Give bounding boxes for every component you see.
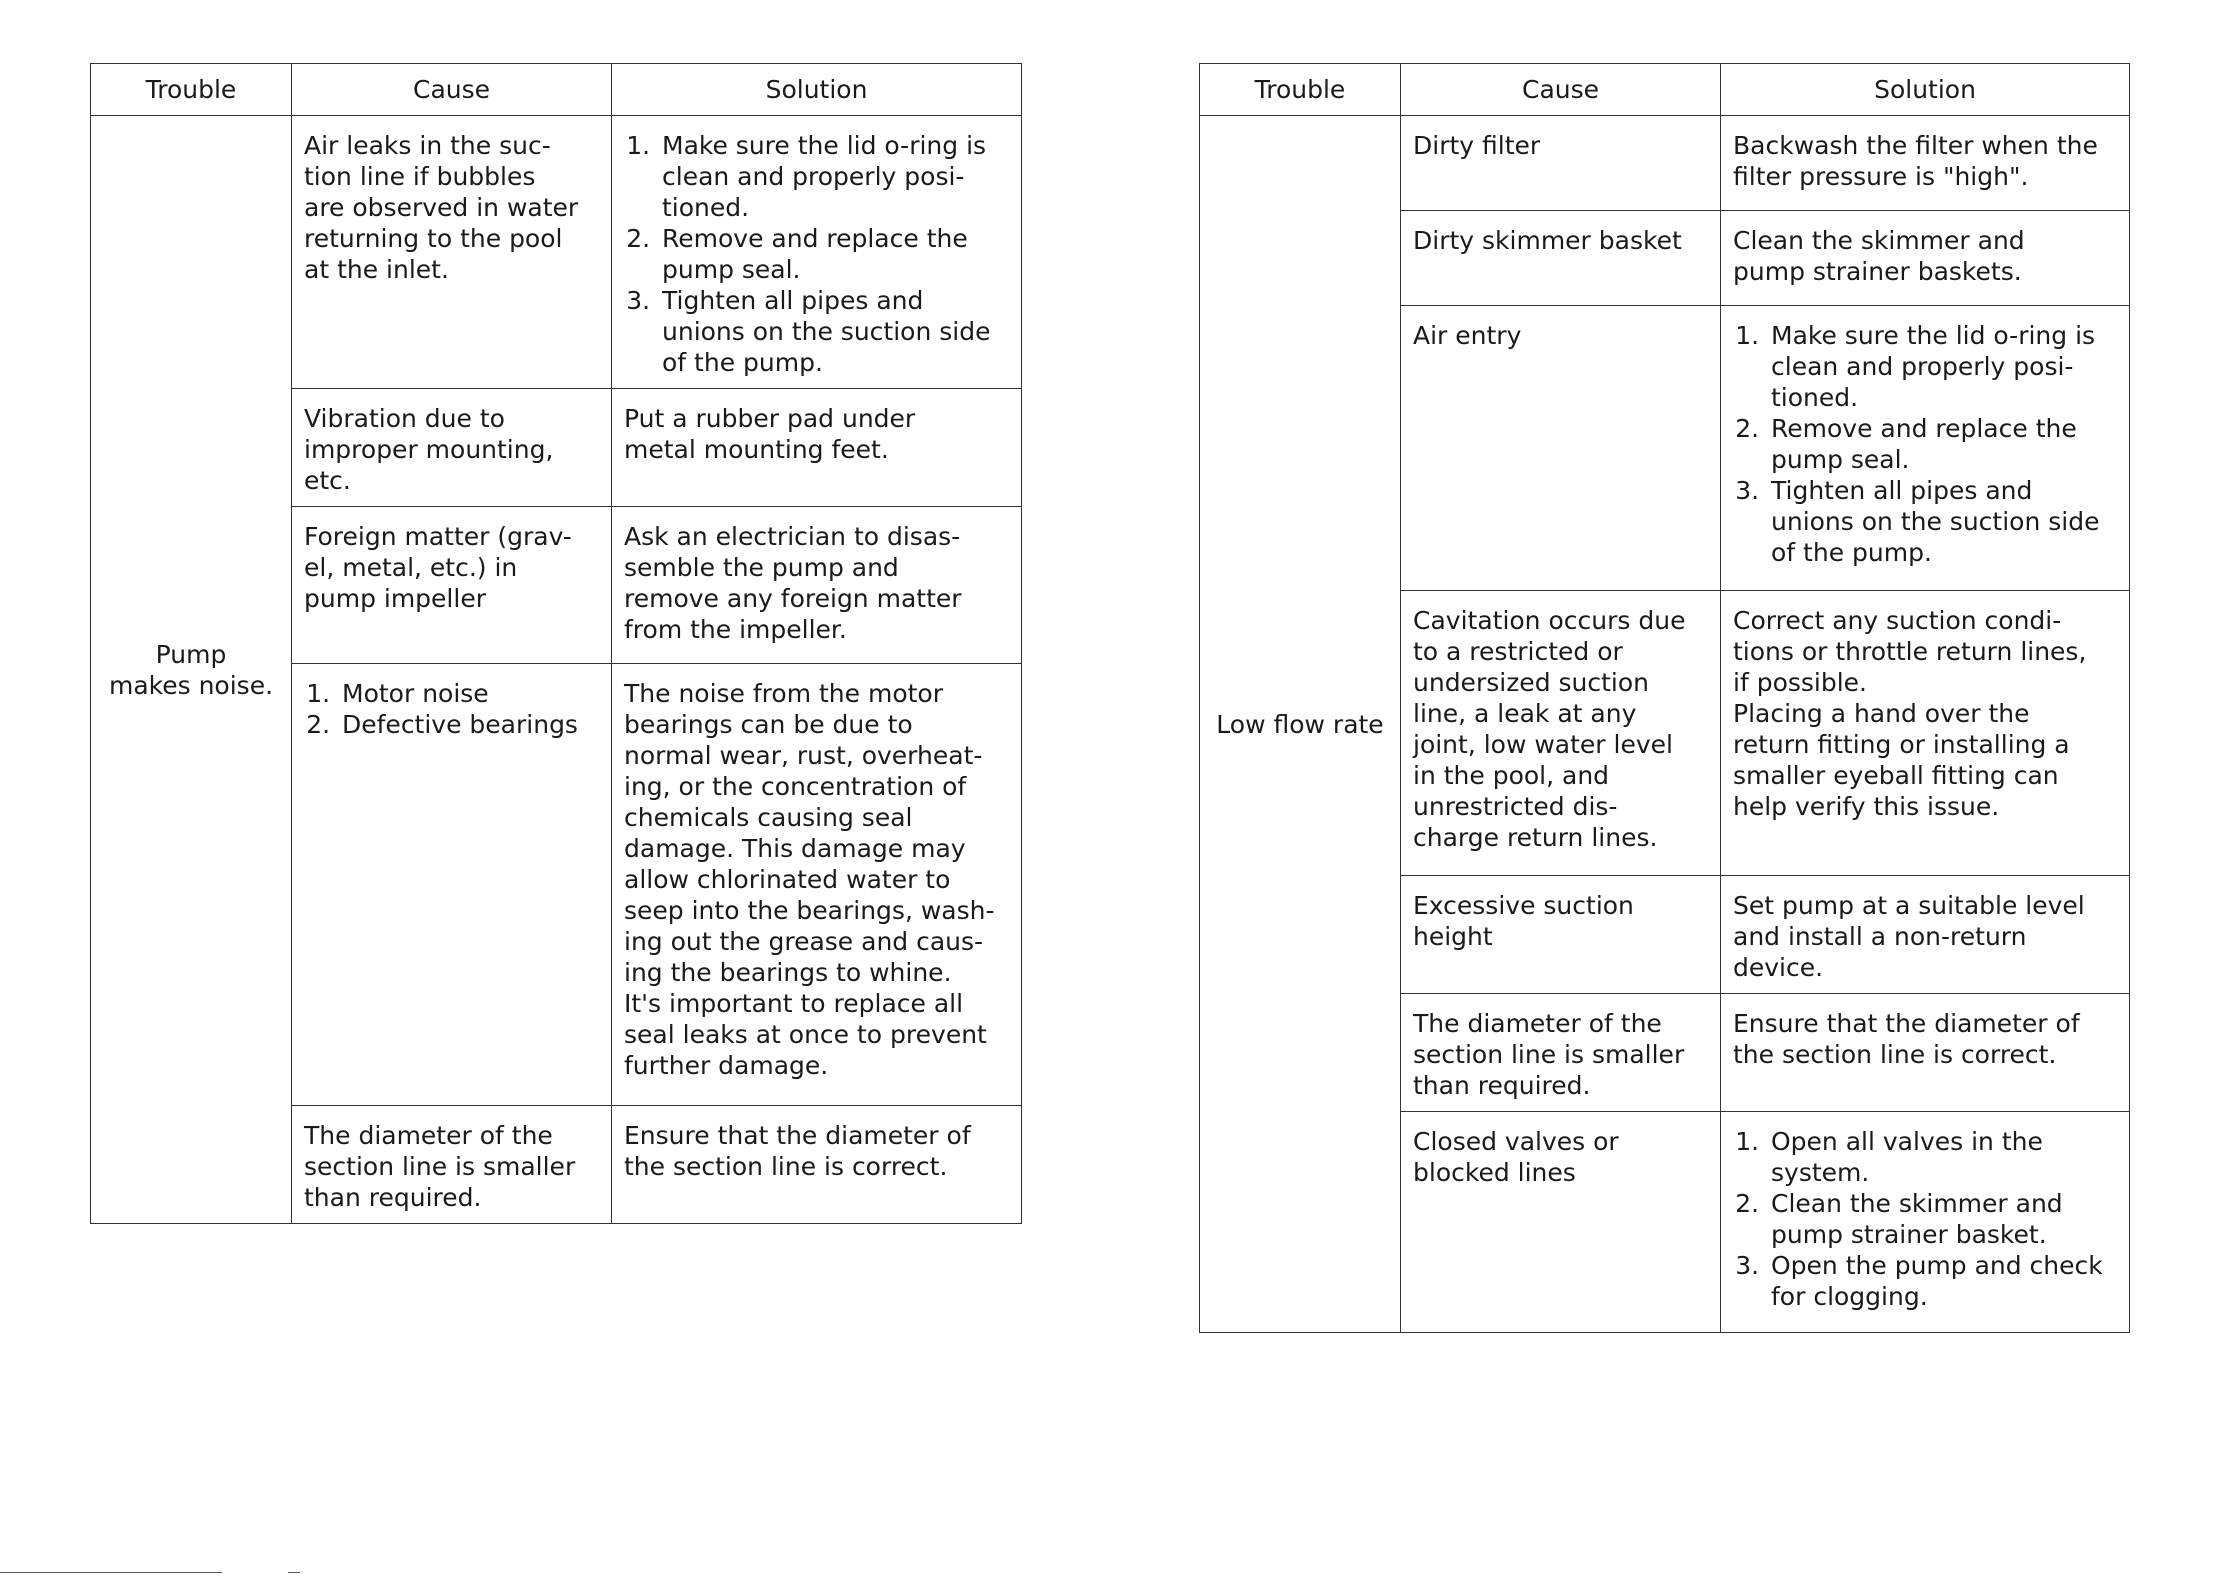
solution-cell	[1721, 306, 2130, 591]
solution-cell: Put a rubber pad under metal mounting feet.	[612, 389, 1022, 507]
solution-cell: Ensure that the diameter of the section line is correct.	[1721, 994, 2130, 1112]
cause-cell: Vibration due to improper mounting, etc.	[292, 389, 612, 507]
solution-cell: The noise from the motor bearings can be due to normal wear, rust, overheat- ing, or the concentration of chemicals causing seal damage. This damage may allow chlorinated water to seep into the bearings, wash- ing out the grease and caus- ing the bearings to whine. It's important to replace all seal leaks at once to prevent further damage.	[612, 664, 1022, 1106]
solution-cell	[612, 116, 1022, 389]
solution-cell: Clean the skimmer and pump strainer baskets.	[1721, 211, 2130, 306]
solution-step: 2. Remove and replace the pump seal.	[658, 223, 1009, 285]
cause-cell: The diameter of the section line is smaller than required.	[1401, 994, 1721, 1112]
header-trouble: Trouble	[1200, 64, 1401, 116]
solution-cell	[1721, 1112, 2130, 1333]
header-solution: Solution	[1721, 64, 2130, 116]
header-solution: Solution	[612, 64, 1022, 116]
cause-cell: Foreign matter (grav- el, metal, etc.) in pump impeller	[292, 507, 612, 664]
header-cause: Cause	[292, 64, 612, 116]
solution-cell: Backwash the filter when the filter pressure is "high".	[1721, 116, 2130, 211]
table-row	[91, 116, 1022, 389]
cause-steps-list	[304, 678, 599, 740]
footer-tick-mark	[288, 1572, 300, 1573]
solution-step: 1. Make sure the lid o-ring is clean and properly posi-tioned.	[658, 130, 1009, 223]
cause-cell: Cavitation occurs due to a restricted or undersized suction line, a leak at any joint, low water level in the pool, and unrestricted dis- charge return lines.	[1401, 591, 1721, 876]
solution-steps-list	[624, 130, 1009, 378]
header-row	[91, 64, 1022, 116]
cause-cell: Dirty skimmer basket	[1401, 211, 1721, 306]
solution-cell: Correct any suction condi- tions or throttle return lines, if possible. Placing a hand over the return fitting or installing a smaller eyeball fitting can help verify this issue.	[1721, 591, 2130, 876]
solution-step: 2. Clean the skimmer and pump strainer basket.	[1767, 1188, 2117, 1250]
solution-step: 3. Open the pump and check for clogging.	[1767, 1250, 2117, 1312]
header-row	[1200, 64, 2130, 116]
header-cause: Cause	[1401, 64, 1721, 116]
trouble-pump-makes-noise: Pump makes noise.	[91, 116, 292, 1224]
solution-steps-list	[1733, 320, 2117, 568]
solution-step: 3. Tighten all pipes and unions on the suction side of the pump.	[1767, 475, 2117, 568]
cause-cell: The diameter of the section line is smaller than required.	[292, 1106, 612, 1224]
solution-cell: Ask an electrician to disas- semble the pump and remove any foreign matter from the impeller.	[612, 507, 1022, 664]
cause-step: 2. Defective bearings	[338, 709, 599, 740]
header-trouble: Trouble	[91, 64, 292, 116]
footer-rule	[0, 1572, 222, 1573]
solution-step: 1. Open all valves in the system.	[1767, 1126, 2117, 1188]
cause-cell: Air leaks in the suc- tion line if bubbles are observed in water returning to the pool at the inlet.	[292, 116, 612, 389]
solution-cell: Set pump at a suitable level and install a non-return device.	[1721, 876, 2130, 994]
solution-step: 3. Tighten all pipes and unions on the suction side of the pump.	[658, 285, 1009, 378]
low-flow-troubleshooting-table	[1199, 63, 2130, 1333]
trouble-low-flow-rate: Low flow rate	[1200, 116, 1401, 1333]
cause-cell	[292, 664, 612, 1106]
cause-cell: Closed valves or blocked lines	[1401, 1112, 1721, 1333]
solution-steps-list	[1733, 1126, 2117, 1312]
table-row	[1200, 116, 2130, 211]
cause-cell: Air entry	[1401, 306, 1721, 591]
solution-step: 2. Remove and replace the pump seal.	[1767, 413, 2117, 475]
cause-step: 1. Motor noise	[338, 678, 599, 709]
solution-step: 1. Make sure the lid o-ring is clean and properly posi-tioned.	[1767, 320, 2117, 413]
pump-noise-troubleshooting-table	[90, 63, 1022, 1224]
cause-cell: Excessive suction height	[1401, 876, 1721, 994]
cause-cell: Dirty filter	[1401, 116, 1721, 211]
solution-cell: Ensure that the diameter of the section line is correct.	[612, 1106, 1022, 1224]
